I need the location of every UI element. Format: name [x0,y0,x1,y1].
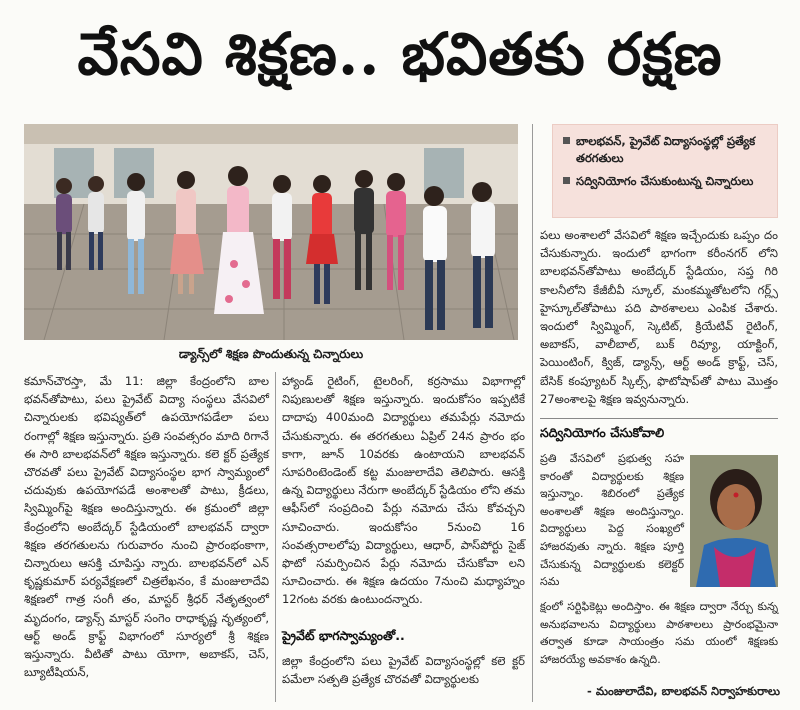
highlight-text: సద్వినియోగం చేసుకుంటున్న చిన్నారులు [576,174,754,188]
bullet-icon [563,177,570,184]
bullet-icon [563,137,570,144]
photo-caption: డ్యాన్స్‌లో శిక్షణ పొందుతున్న చిన్నారులు [178,347,364,361]
highlights-box [552,124,778,218]
headline: వేసవి శిక్షణ.. భవితకు రక్షణ [77,19,723,88]
portrait-illustration [690,455,778,587]
photo-illustration [24,124,518,340]
quote-text-b: క్షంలో సర్టిఫికెట్లు అందిస్తాం. ఈ శిక్షణ ద్వారా నేర్చు కున్న అనుభవాలను విద్యార్థులు పాఠశాలలు ప్రారంభమైనా తర్వాత కూడా సాయంత్రం సమ యంలో శిక్షణకు హాజరయ్యే అవకాశం ఉన్నది. [540,600,778,666]
highlight-item [563,133,769,167]
quote-column-continued [540,598,778,668]
highlight-text: బాలభవన్, ప్రైవేట్ విద్యాసంస్థల్లో ప్రత్యేక తరగతులు [576,134,756,165]
column-3-subhead: సద్వినియోగం చేసుకోవాలి [540,418,778,444]
quote-attribution: - మంజులాదేవి, బాలభవన్ నిర్వాహకురాలు [587,684,780,698]
article-column-2-tail [282,652,525,688]
article-column-3 [540,226,778,408]
column-2-tail-text: జిల్లా కేంద్రంలోని పలు ప్రైవేట్ విద్యాసంస్థల్లో కలె క్టర్ పమేలా సత్పతి ప్రత్యేక చొరవతో విద్యార్థులకు [282,654,525,687]
quote-text-a: ప్రతి వేసవిలో ప్రభుత్వ సహ కారంతో విద్యార్థులకు శిక్షణ ఇస్తున్నాం. శిబిరంలో ప్రత్యేక అంశాలతో శిక్షణ అందిస్తున్నాం. విద్యార్థులు పెద్ద సంఖ్యలో హాజరవుతు న్నారు. శిక్షణ పూర్తి చేసుకున్న విద్యార్థులకు కలెక్టర్ సమ [540,452,684,589]
column-3-text: పలు అంశాలలో వేసవిలో శిక్షణ ఇచ్చేందుకు ఒప్పం దం చేసుకున్నారు. ఇందులో భాగంగా కరీంనగర్ లోని బాలభవన్‌తోపాటు అంబేద్కర్ స్టేడియం, సప్త గిరి కాలనీలోని కేజీబీవీ స్కూల్, మంకమ్మతోటలోని గర్ల్స్ హైస్కూల్‌తోపాటు పది పాఠశాలలు ఎంపిక చేశారు. ఇందులో స్విమ్మింగ్, స్కెటిట్, క్రియేటివ్ రైటింగ్, అబాకస్, వాలీబాల్, బుక్ రివ్యూ, యాక్టింగ్, పెయింటింగ్, క్విజ్, డ్యాన్స్, ఆర్ట్ అండ్ క్రాఫ్ట్, చెస్, బేసిక్ కంప్యూటర్ స్కిల్స్, ఫొటోషాప్‌తో పాటు మొత్తం 27అంశాలపై శిక్షణ ఇవ్వనున్నారు. [540,228,778,406]
column-divider [275,372,276,702]
column-1-text: కమాన్‌చౌరస్తా, మే 11: జిల్లా కేంద్రంలోని బాల భవన్‌తోపాటు, పలు ప్రైవేట్ విద్యా సంస్థలు వేసవిలో చిన్నారులకు భవిష్యత్‌లో ఉపయోగపడేలా పలు రంగాల్లో శిక్షణ ఇస్తున్నారు. ప్రతి సంవత్సరం మాది రిగానే ఈ సారి బాలభవన్‌లో శిక్షణ ఇస్తున్నారు. కలె క్టర్ ప్రత్యేక చొరవతో పలు ప్రైవేట్ విద్యాసంస్థల భాగ స్వామ్యంలో చదువుకు ఉపయోగపడే అంశాలతో పాటు, క్రీడలు, స్విమ్మింగ్‌పై శిక్షణ అందిస్తున్నారు. ఈ క్రమంలో జిల్లా కేంద్రంలోని అంబేద్కర్ స్టేడియంలో బాలభవన్ ద్వారా శిక్షణ తరగతులను గురువారం నుంచి ప్రారంభంకాగా, చిన్నారులు ఆసక్తి చూపిస్తు న్నారు. బాలభవన్‌లో ఎన్ కృష్ణకుమార్ పర్యవేక్షణలో చిత్రలేఖనం, కే మంజులాదేవి శిక్షణలో గాత్ర సంగీ తం, మాస్టర్ శ్రీధర్ నేతృత్వంలో మృదంగం, డ్యాన్స్ మాస్టర్ సంగెం రాధాకృష్ణ నృత్యంలో, ఆర్ట్ అండ్ క్రాఫ్ట్ విభాగంలో సూర్యలో శ్రీ శిక్షణ ఇస్తున్నారు. వీటితో పాటు యోగా, అబాకస్, చెస్, బ్యూటీషియన్, [24,374,269,680]
column-2-subhead: ప్రైవేట్ భాగస్వామ్యంతో.. [282,628,405,643]
dance-class-photo [24,124,518,340]
highlight-item [563,173,769,190]
quote-column [540,450,684,591]
column-2-text: హ్యాండ్ రైటింగ్, టైలరింగ్, కర్రసాము విభాగాల్లో నిపుణులతో శిక్షణ ఇస్తున్నారు. ఇందుకోసం ఇప్పటికే దాదాపు 400మంది విద్యార్థులు తమపేర్లు నమోదు చేసుకున్నారు. ఈ తరగతులు ఏప్రిల్ 24న ప్రారం భం కాగా, జూన్ 10వరకు ఉంటాయని బాలభవన్ సూపరింటెండెంట్ కట్ట మంజులాదేవి తెలిపారు. ఆసక్తి ఉన్న విద్యార్థులు నేరుగా అంబేద్కర్ స్టేడియం లోని తమ ఆఫీస్‌లో సంప్రదించి పేర్లు నమోదు చేసు కోవచ్చని సూచించారు. ఇందుకోసం 5నుంచి 16 సంవత్సరాలలోపు విద్యార్థులు, ఆధార్, పాస్‌పోర్టు సైజ్ ఫొటో సమర్పించిన పేర్లు నమోదు చేసుకోవా లని సూచించారు. ఈ శిక్షణ ఉదయం 7నుంచి మధ్యాహ్నం 12గంట వరకు ఉంటుందన్నారు. [282,374,525,607]
article-column-2 [282,372,525,609]
column-divider [532,124,533,702]
article-column-1 [24,372,269,681]
manjuladevi-portrait [690,455,778,587]
